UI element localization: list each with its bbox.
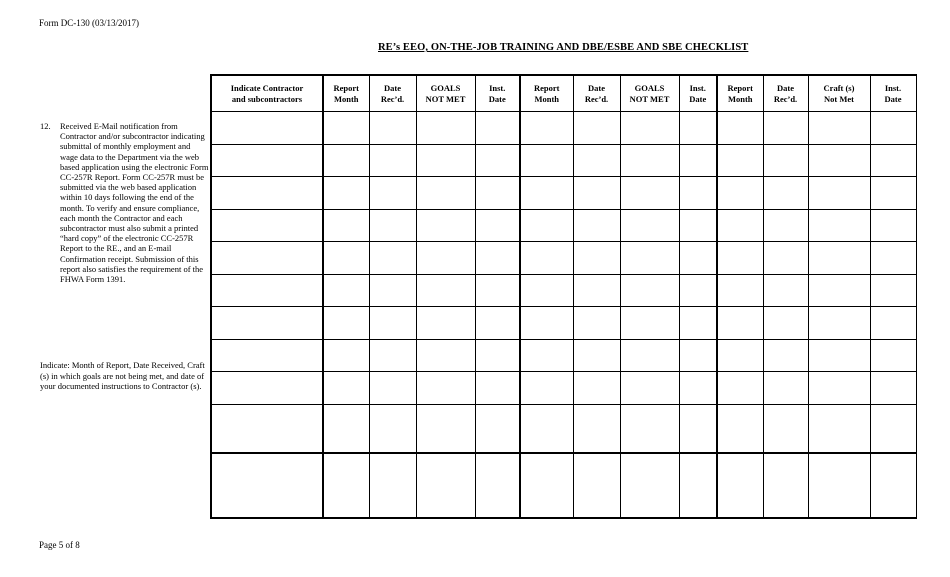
col-craft-not-met: Craft (s) Not Met	[808, 75, 870, 112]
entry-cell[interactable]	[416, 404, 475, 453]
table-row	[211, 453, 916, 518]
entry-cell[interactable]	[620, 372, 679, 405]
entry-cell[interactable]	[520, 307, 573, 340]
entry-cell[interactable]	[763, 242, 808, 275]
entry-cell[interactable]	[573, 453, 620, 518]
entry-cell[interactable]	[369, 209, 416, 242]
table-row	[211, 112, 916, 145]
entry-cell[interactable]	[211, 339, 323, 372]
col-date-recd-1: Date Rec’d.	[369, 75, 416, 112]
entry-cell[interactable]	[369, 177, 416, 210]
entry-cell[interactable]	[870, 339, 916, 372]
entry-cell[interactable]	[416, 144, 475, 177]
table-row	[211, 209, 916, 242]
entry-cell[interactable]	[870, 404, 916, 453]
table-row	[211, 144, 916, 177]
table-row	[211, 404, 916, 453]
entry-cell[interactable]	[620, 453, 679, 518]
entry-cell[interactable]	[416, 209, 475, 242]
entry-cell[interactable]	[475, 274, 520, 307]
entry-cell[interactable]	[573, 209, 620, 242]
entry-cell[interactable]	[679, 274, 717, 307]
entry-cell[interactable]	[679, 404, 717, 453]
entry-cell[interactable]	[211, 209, 323, 242]
page-title: RE’s EEO, ON-THE-JOB TRAINING AND DBE/ESBE AND SBE CHECKLIST	[378, 42, 749, 53]
entry-cell[interactable]	[323, 112, 369, 145]
entry-cell[interactable]	[808, 339, 870, 372]
item-12	[40, 121, 210, 284]
entry-cell[interactable]	[211, 242, 323, 275]
form-id: Form DC-130 (03/13/2017)	[39, 18, 139, 28]
entry-cell[interactable]	[870, 307, 916, 340]
entry-cell[interactable]	[870, 274, 916, 307]
entry-cell[interactable]	[416, 242, 475, 275]
entry-cell[interactable]	[870, 372, 916, 405]
entry-cell[interactable]	[211, 404, 323, 453]
entry-cell[interactable]	[679, 242, 717, 275]
table-body	[211, 112, 916, 519]
entry-cell[interactable]	[620, 274, 679, 307]
col-inst-date-1: Inst. Date	[475, 75, 520, 112]
entry-cell[interactable]	[763, 404, 808, 453]
entry-cell[interactable]	[717, 209, 763, 242]
entry-cell[interactable]	[717, 307, 763, 340]
entry-cell[interactable]	[520, 339, 573, 372]
entry-cell[interactable]	[369, 112, 416, 145]
col-report-month-1: Report Month	[323, 75, 369, 112]
table-row	[211, 274, 916, 307]
entry-cell[interactable]	[717, 144, 763, 177]
entry-cell[interactable]	[211, 177, 323, 210]
entry-cell[interactable]	[620, 339, 679, 372]
item-12-number: 12.	[40, 121, 51, 131]
entry-cell[interactable]	[717, 339, 763, 372]
col-goals-not-met-2: GOALS NOT MET	[620, 75, 679, 112]
table-row	[211, 242, 916, 275]
entry-cell[interactable]	[416, 372, 475, 405]
entry-cell[interactable]	[323, 274, 369, 307]
entry-cell[interactable]	[763, 209, 808, 242]
entry-cell[interactable]	[808, 242, 870, 275]
entry-cell[interactable]	[620, 242, 679, 275]
entry-cell[interactable]	[323, 209, 369, 242]
table-row	[211, 372, 916, 405]
entry-cell[interactable]	[763, 112, 808, 145]
entry-cell[interactable]	[475, 242, 520, 275]
entry-cell[interactable]	[475, 209, 520, 242]
entry-cell[interactable]	[808, 209, 870, 242]
entry-cell[interactable]	[808, 144, 870, 177]
entry-cell[interactable]	[475, 372, 520, 405]
entry-cell[interactable]	[717, 404, 763, 453]
entry-cell[interactable]	[323, 307, 369, 340]
entry-cell[interactable]	[520, 144, 573, 177]
entry-cell[interactable]	[475, 453, 520, 518]
entry-cell[interactable]	[369, 144, 416, 177]
entry-cell[interactable]	[211, 112, 323, 145]
entry-cell[interactable]	[475, 404, 520, 453]
entry-cell[interactable]	[211, 274, 323, 307]
entry-cell[interactable]	[808, 453, 870, 518]
entry-cell[interactable]	[763, 274, 808, 307]
entry-cell[interactable]	[416, 274, 475, 307]
entry-cell[interactable]	[416, 112, 475, 145]
entry-cell[interactable]	[520, 274, 573, 307]
entry-cell[interactable]	[620, 177, 679, 210]
entry-cell[interactable]	[323, 372, 369, 405]
entry-cell[interactable]	[620, 112, 679, 145]
entry-cell[interactable]	[763, 307, 808, 340]
entry-cell[interactable]	[808, 404, 870, 453]
col-goals-not-met-1: GOALS NOT MET	[416, 75, 475, 112]
entry-cell[interactable]	[870, 144, 916, 177]
entry-cell[interactable]	[679, 307, 717, 340]
entry-cell[interactable]	[323, 177, 369, 210]
entry-cell[interactable]	[763, 339, 808, 372]
entry-cell[interactable]	[416, 339, 475, 372]
entry-cell[interactable]	[475, 177, 520, 210]
entry-cell[interactable]	[369, 339, 416, 372]
entry-cell[interactable]	[717, 177, 763, 210]
item-12-text: Received E-Mail notification from Contractor and/or subcontractor indicating submittal of monthly employment and wage data to the Department via the web based application using the electronic Form CC-257R Report. Form CC-257R must be submitted via the web based application within 10 days following the end of the month. To verify and ensure compliance, each month the Contractor and each subcontractor must also submit a printed “hard copy” of the electronic CC-257R Report to the RE., and an E-mail Confirmation receipt. Submission of this report also satisfies the requirement of the FHWA Form 1391.	[60, 121, 209, 285]
entry-cell[interactable]	[369, 307, 416, 340]
entry-cell[interactable]	[679, 177, 717, 210]
entry-cell[interactable]	[475, 144, 520, 177]
entry-cell[interactable]	[573, 112, 620, 145]
entry-cell[interactable]	[323, 242, 369, 275]
col-date-recd-3: Date Rec’d.	[763, 75, 808, 112]
entry-cell[interactable]	[763, 144, 808, 177]
entry-cell[interactable]	[416, 453, 475, 518]
entry-cell[interactable]	[475, 339, 520, 372]
checklist-table	[210, 74, 917, 519]
entry-cell[interactable]	[717, 274, 763, 307]
entry-cell[interactable]	[620, 404, 679, 453]
entry-cell[interactable]	[679, 453, 717, 518]
entry-cell[interactable]	[323, 339, 369, 372]
entry-cell[interactable]	[369, 372, 416, 405]
entry-cell[interactable]	[520, 242, 573, 275]
entry-cell[interactable]	[679, 144, 717, 177]
col-contractor: Indicate Contractor and subcontractors	[211, 75, 323, 112]
entry-cell[interactable]	[369, 274, 416, 307]
entry-cell[interactable]	[573, 177, 620, 210]
col-report-month-2: Report Month	[520, 75, 573, 112]
entry-cell[interactable]	[870, 242, 916, 275]
entry-cell[interactable]	[763, 372, 808, 405]
entry-cell[interactable]	[323, 404, 369, 453]
entry-cell[interactable]	[520, 404, 573, 453]
entry-cell[interactable]	[369, 453, 416, 518]
col-date-recd-2: Date Rec’d.	[573, 75, 620, 112]
table-row	[211, 339, 916, 372]
entry-cell[interactable]	[573, 307, 620, 340]
entry-cell[interactable]	[870, 112, 916, 145]
entry-cell[interactable]	[573, 404, 620, 453]
entry-cell[interactable]	[573, 144, 620, 177]
entry-cell[interactable]	[808, 274, 870, 307]
entry-cell[interactable]	[870, 177, 916, 210]
entry-cell[interactable]	[808, 307, 870, 340]
entry-cell[interactable]	[808, 177, 870, 210]
entry-cell[interactable]	[475, 307, 520, 340]
entry-cell[interactable]	[870, 209, 916, 242]
entry-cell[interactable]	[573, 372, 620, 405]
page-number: Page 5 of 8	[39, 540, 80, 550]
entry-cell[interactable]	[520, 372, 573, 405]
table-row	[211, 307, 916, 340]
entry-cell[interactable]	[369, 242, 416, 275]
entry-cell[interactable]	[808, 372, 870, 405]
entry-cell[interactable]	[475, 112, 520, 145]
entry-cell[interactable]	[573, 339, 620, 372]
entry-cell[interactable]	[211, 453, 323, 518]
entry-cell[interactable]	[679, 209, 717, 242]
entry-cell[interactable]	[717, 242, 763, 275]
entry-cell[interactable]	[323, 144, 369, 177]
table-row	[211, 177, 916, 210]
entry-cell[interactable]	[416, 177, 475, 210]
entry-cell[interactable]	[763, 177, 808, 210]
entry-cell[interactable]	[573, 274, 620, 307]
entry-cell[interactable]	[369, 404, 416, 453]
entry-cell[interactable]	[520, 177, 573, 210]
entry-cell[interactable]	[717, 372, 763, 405]
entry-cell[interactable]	[211, 307, 323, 340]
entry-cell[interactable]	[620, 209, 679, 242]
entry-cell[interactable]	[211, 144, 323, 177]
entry-cell[interactable]	[679, 112, 717, 145]
entry-cell[interactable]	[573, 242, 620, 275]
indicate-instructions: Indicate: Month of Report, Date Received, Craft (s) in which goals are not being met, and date of your documented instructions to Contractor (s).	[40, 360, 205, 392]
header-row	[211, 75, 916, 112]
entry-cell[interactable]	[520, 209, 573, 242]
entry-cell[interactable]	[620, 307, 679, 340]
entry-cell[interactable]	[679, 339, 717, 372]
col-report-month-3: Report Month	[717, 75, 763, 112]
entry-cell[interactable]	[870, 453, 916, 518]
entry-cell[interactable]	[679, 372, 717, 405]
entry-cell[interactable]	[620, 144, 679, 177]
entry-cell[interactable]	[520, 453, 573, 518]
entry-cell[interactable]	[763, 453, 808, 518]
entry-cell[interactable]	[416, 307, 475, 340]
entry-cell[interactable]	[808, 112, 870, 145]
entry-cell[interactable]	[323, 453, 369, 518]
col-inst-date-3: Inst. Date	[870, 75, 916, 112]
entry-cell[interactable]	[717, 453, 763, 518]
col-inst-date-2: Inst. Date	[679, 75, 717, 112]
entry-cell[interactable]	[520, 112, 573, 145]
entry-cell[interactable]	[211, 372, 323, 405]
entry-cell[interactable]	[717, 112, 763, 145]
